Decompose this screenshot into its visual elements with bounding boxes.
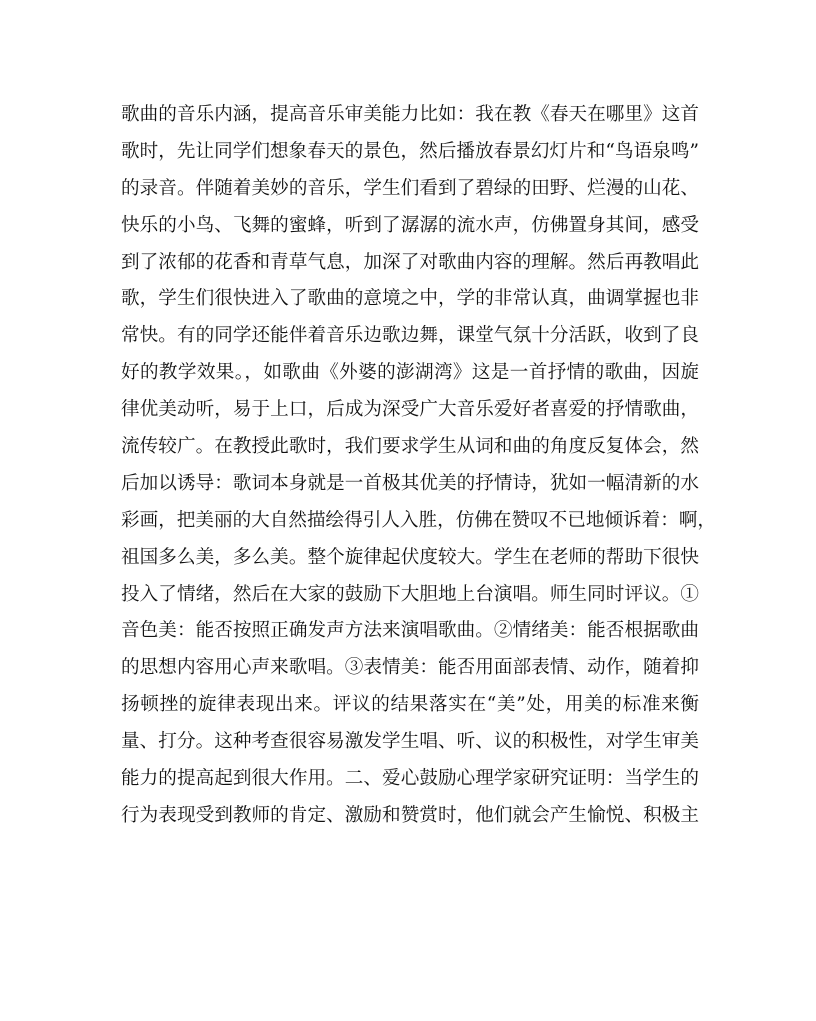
text-line: 祖国多么美，多么美。整个旋律起伏度较大。学生在老师的帮助下很快 — [121, 546, 699, 568]
text-line: 的录音。伴随着美妙的音乐，学生们看到了碧绿的田野、烂漫的山花、 — [121, 177, 699, 199]
text-line: 流传较广。在教授此歌时，我们要求学生从词和曲的角度反复体会，然 — [121, 436, 699, 458]
text-line: 音色美：能否按照正确发声方法来演唱歌曲。②情绪美：能否根据歌曲 — [121, 620, 699, 642]
body-paragraph — [121, 97, 717, 835]
text-line: 律优美动听，易于上口，后成为深受广大音乐爱好者喜爱的抒情歌曲， — [121, 399, 699, 421]
text-line: 歌，学生们很快进入了歌曲的意境之中，学的非常认真，曲调掌握也非 — [121, 288, 699, 310]
text-line: 能力的提高起到很大作用。二、爱心鼓励心理学家研究证明：当学生的 — [121, 768, 699, 790]
text-line: 好的教学效果。，如歌曲《外婆的澎湖湾》这是一首抒情的歌曲，因旋 — [121, 362, 699, 384]
text-line: 歌曲的音乐内涵，提高音乐审美能力比如：我在教《春天在哪里》这首 — [121, 104, 699, 125]
text-line: 常快。有的同学还能伴着音乐边歌边舞，课堂气氛十分活跃，收到了良 — [121, 325, 699, 347]
text-line: 行为表现受到教师的肯定、激励和赞赏时，他们就会产生愉悦、积极主 — [121, 804, 699, 826]
text-line: 投入了情绪，然后在大家的鼓励下大胆地上台演唱。师生同时评议。① — [121, 583, 699, 605]
text-line: 快乐的小鸟、飞舞的蜜蜂，听到了潺潺的流水声，仿佛置身其间，感受 — [121, 214, 699, 236]
text-line: 的思想内容用心声来歌唱。③表情美：能否用面部表情、动作，随着抑 — [121, 657, 699, 679]
text-line: 彩画，把美丽的大自然描绘得引人入胜，仿佛在赞叹不已地倾诉着：啊， — [121, 509, 717, 531]
text-line: 扬顿挫的旋律表现出来。评议的结果落实在“美”处，用美的标准来衡 — [121, 694, 699, 716]
text-line: 量、打分。这种考查很容易激发学生唱、听、议的积极性，对学生审美 — [121, 731, 699, 753]
text-line: 歌时，先让同学们想象春天的景色，然后播放春景幻灯片和“鸟语泉鸣” — [121, 140, 699, 162]
text-line: 后加以诱导：歌词本身就是一首极其优美的抒情诗，犹如一幅清新的水 — [121, 472, 699, 494]
text-line: 到了浓郁的花香和青草气息，加深了对歌曲内容的理解。然后再教唱此 — [121, 251, 699, 273]
